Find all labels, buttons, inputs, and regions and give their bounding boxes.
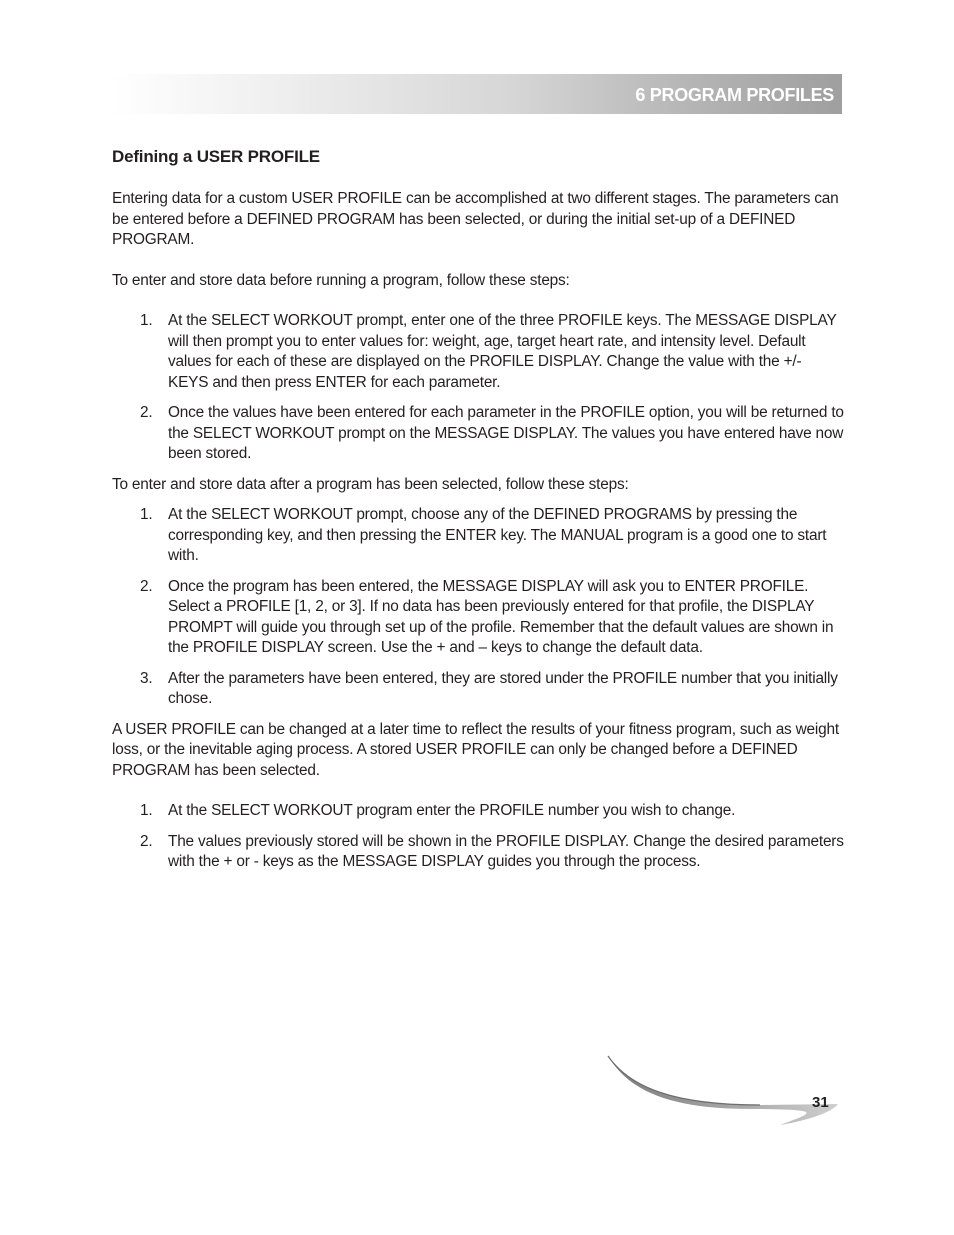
step-text: Once the values have been entered for each parameter in the PROFILE option, you will be returned to the SELECT WORKOUT prompt on the MESSAGE DISPLAY. The values you have entered have now been stored.: [168, 404, 844, 462]
list-item: [112, 669, 844, 710]
intro-paragraph: Entering data for a custom USER PROFILE can be accomplished at two different stages. The parameters can be entered before a DEFINED PROGRAM has been selected, or during the initial set-up of a DEFINED PROGRAM.: [112, 190, 839, 248]
page-content: [112, 146, 844, 883]
step-text: At the SELECT WORKOUT prompt, enter one of the three PROFILE keys. The MESSAGE DISPLAY will then prompt you to enter values for: weight, age, target heart rate, and intensity level. Default values for each of these are displayed on the PROFILE DISPLAY. Change the value with the +/- KEYS and then press ENTER for each parameter.: [168, 312, 837, 391]
step-number: 2.: [140, 577, 153, 595]
decorative-swoosh: [600, 1050, 850, 1130]
step-number: 3.: [140, 669, 153, 687]
list-item: [112, 505, 844, 567]
list-item: [112, 403, 844, 465]
step-text: After the parameters have been entered, they are stored under the PROFILE number that you initially chose.: [168, 669, 838, 707]
before-running-intro: To enter and store data before running a program, follow these steps:: [112, 271, 570, 289]
step-text: Once the program has been entered, the MESSAGE DISPLAY will ask you to ENTER PROFILE. Select a PROFILE [1, 2, or 3]. If no data has been previously entered for that profile, the DISPLAY PROMPT will guide you through set up of the profile. Remember that the default values are shown in the PROFILE DISPLAY screen. Use the + and – keys to change the default data.: [168, 577, 834, 656]
step-number: 1.: [140, 802, 153, 819]
step-text: The values previously stored will be shown in the PROFILE DISPLAY. Change the desired parameters with the + or - keys as the MESSAGE DISPLAY guides you through the process.: [168, 832, 844, 870]
step-number: 1.: [140, 312, 153, 329]
step-text: At the SELECT WORKOUT prompt, choose any of the DEFINED PROGRAMS by pressing the corresponding key, and then pressing the ENTER key. The MANUAL program is a good one to start with.: [168, 506, 827, 564]
change-paragraph: A USER PROFILE can be changed at a later time to reflect the results of your fitness program, such as weight loss, or the inevitable aging process. A stored USER PROFILE can only be changed before a DEFINED PROGRAM has been selected.: [112, 720, 839, 779]
section-title: 6 PROGRAM PROFILES: [635, 85, 834, 105]
step-number: 2.: [140, 404, 153, 421]
page-heading: Defining a USER PROFILE: [112, 147, 320, 166]
after-selected-steps-list: [112, 505, 844, 710]
page-number: 31: [812, 1094, 829, 1111]
section-header-bar: [110, 74, 842, 114]
before-running-steps-list: [112, 311, 844, 465]
list-item: [112, 577, 844, 659]
step-number: 1.: [140, 506, 153, 523]
list-item: [112, 801, 844, 822]
change-steps-list: [112, 801, 844, 873]
step-text: At the SELECT WORKOUT program enter the PROFILE number you wish to change.: [168, 802, 736, 819]
list-item: [112, 832, 844, 873]
step-number: 2.: [140, 832, 153, 850]
after-selected-intro: To enter and store data after a program has been selected, follow these steps:: [112, 475, 629, 493]
list-item: [112, 311, 844, 393]
